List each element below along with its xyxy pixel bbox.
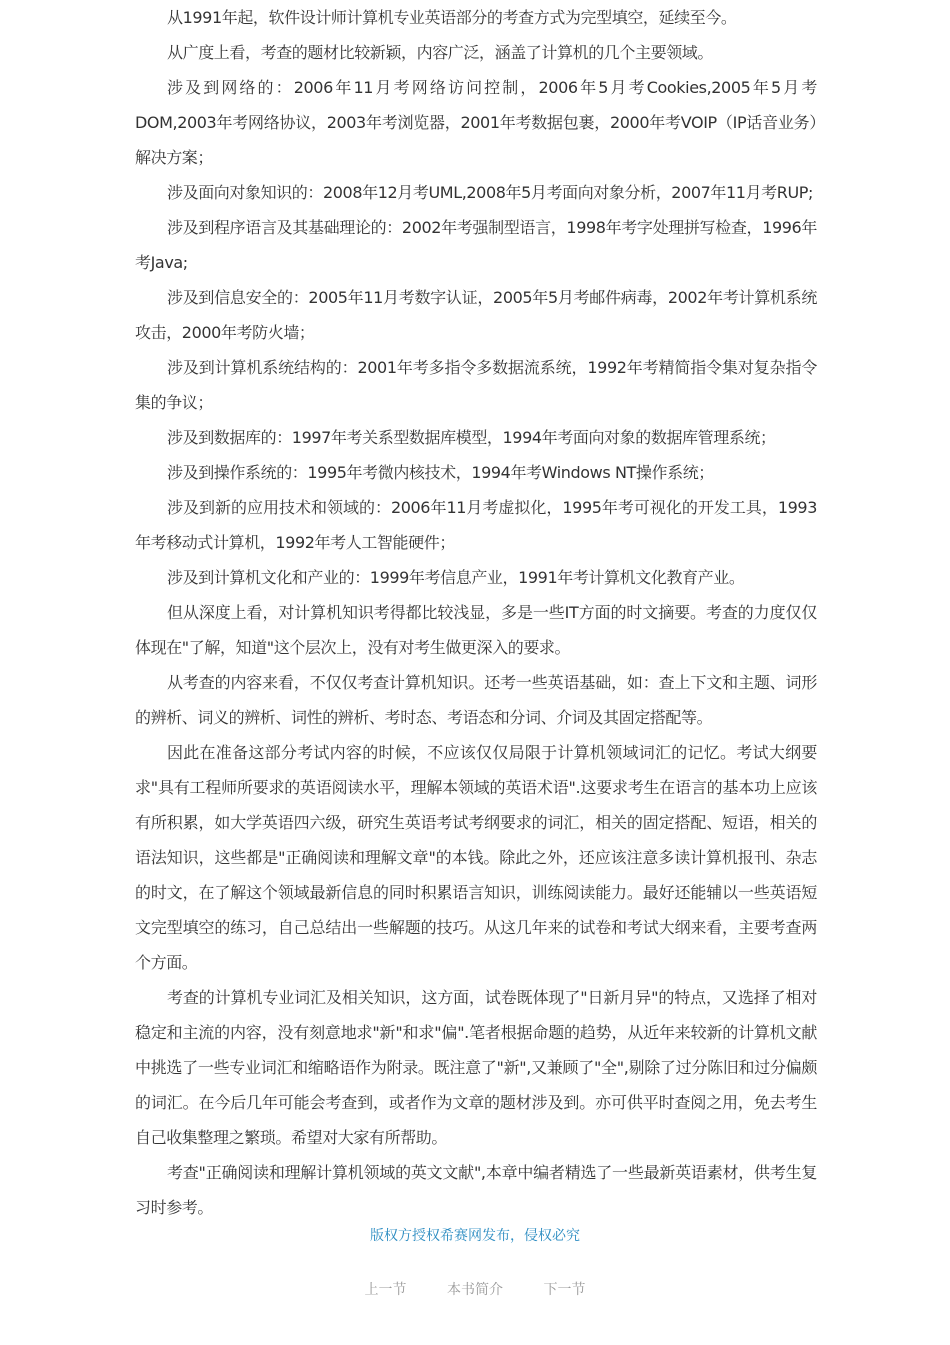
paragraph: 考查"正确阅读和理解计算机领域的英文文献",本章中编者精选了一些最新英语素材，供考生复习时参考。 [135,1163,817,1217]
book-intro-link[interactable]: 本书简介 [447,1282,503,1298]
paragraph: 涉及到信息安全的：2005年11月考数字认证，2005年5月考邮件病毒，2002年考计算机系统攻击，2000年考防火墙； [135,288,817,342]
paragraph: 涉及到数据库的：1997年考关系型数据库模型，1994年考面向对象的数据库管理系统； [167,428,776,447]
paragraph: 从1991年起，软件设计师计算机专业英语部分的考查方式为完型填空，延续至今。 [167,8,737,27]
paragraph: 因此在准备这部分考试内容的时候，不应该仅仅局限于计算机领域词汇的记忆。考试大纲要求"具有工程师所要求的英语阅读水平，理解本领域的英语术语".这要求考生在语言的基本功上应该有所积累，如大学英语四六级，研究生英语考试考纲要求的词汇，相关的固定搭配、短语，相关的语法知识，这些都是"正确阅读和理解文章"的本钱。除此之外，还应该注意多读计算机报刊、杂志的时文，在了解这个领域最新信息的同时积累语言知识，训练阅读能力。最好还能辅以一些英语短文完型填空的练习，自己总结出一些解题的技巧。从这几年来的试卷和考试大纲来看，主要考查两个方面。 [135,743,817,972]
prev-section-link[interactable]: 上一节 [364,1282,407,1298]
chapter-navigation [0,1278,950,1302]
next-section-link[interactable]: 下一节 [543,1282,586,1298]
paragraph: 涉及到程序语言及其基础理论的：2002年考强制型语言，1998年考字处理拼写检查，1996年考Java; [135,218,817,272]
paragraph: 从考查的内容来看，不仅仅考查计算机知识。还考一些英语基础，如：查上下文和主题、词形的辨析、词义的辨析、词性的辨析、考时态、考语态和分词、介词及其固定搭配等。 [135,673,817,727]
paragraph: 涉及到计算机系统结构的：2001年考多指令多数据流系统，1992年考精简指令集对复杂指令集的争议； [135,358,817,412]
paragraph: 涉及到操作系统的：1995年考微内核技术，1994年考Windows NT操作系统； [167,463,714,482]
paragraph: 考查的计算机专业词汇及相关知识，这方面，试卷既体现了"日新月异"的特点，又选择了相对稳定和主流的内容，没有刻意地求"新"和求"偏".笔者根据命题的趋势，从近年来较新的计算机文献中挑选了一些专业词汇和缩略语作为附录。既注意了"新",又兼顾了"全",剔除了过分陈旧和过分偏颇的词汇。在今后几年可能会考查到，或者作为文章的题材涉及到。亦可供平时查阅之用，免去考生自己收集整理之繁琐。希望对大家有所帮助。 [135,988,817,1147]
paragraph: 涉及到网络的：2006年11月考网络访问控制，2006年5月考Cookies,2005年5月考DOM,2003年考网络协议，2003年考浏览器，2001年考数据包裹，2000年考VOIP（IP话音业务）解决方案； [135,78,817,167]
copyright-notice: 版权方授权希赛网发布，侵权必究 [370,1228,580,1244]
paragraph: 但从深度上看，对计算机知识考得都比较浅显，多是一些IT方面的时文摘要。考查的力度仅仅体现在"了解，知道"这个层次上，没有对考生做更深入的要求。 [135,603,817,657]
paragraph: 涉及到计算机文化和产业的：1999年考信息产业，1991年考计算机文化教育产业。 [167,568,745,587]
paragraph: 涉及到新的应用技术和领域的：2006年11月考虚拟化，1995年考可视化的开发工具，1993年考移动式计算机，1992年考人工智能硬件； [135,498,817,552]
paragraph: 从广度上看，考查的题材比较新颖，内容广泛，涵盖了计算机的几个主要领域。 [167,43,714,62]
article-body [135,0,817,1225]
paragraph: 涉及面向对象知识的：2008年12月考UML,2008年5月考面向对象分析，2007年11月考RUP; [167,183,814,202]
